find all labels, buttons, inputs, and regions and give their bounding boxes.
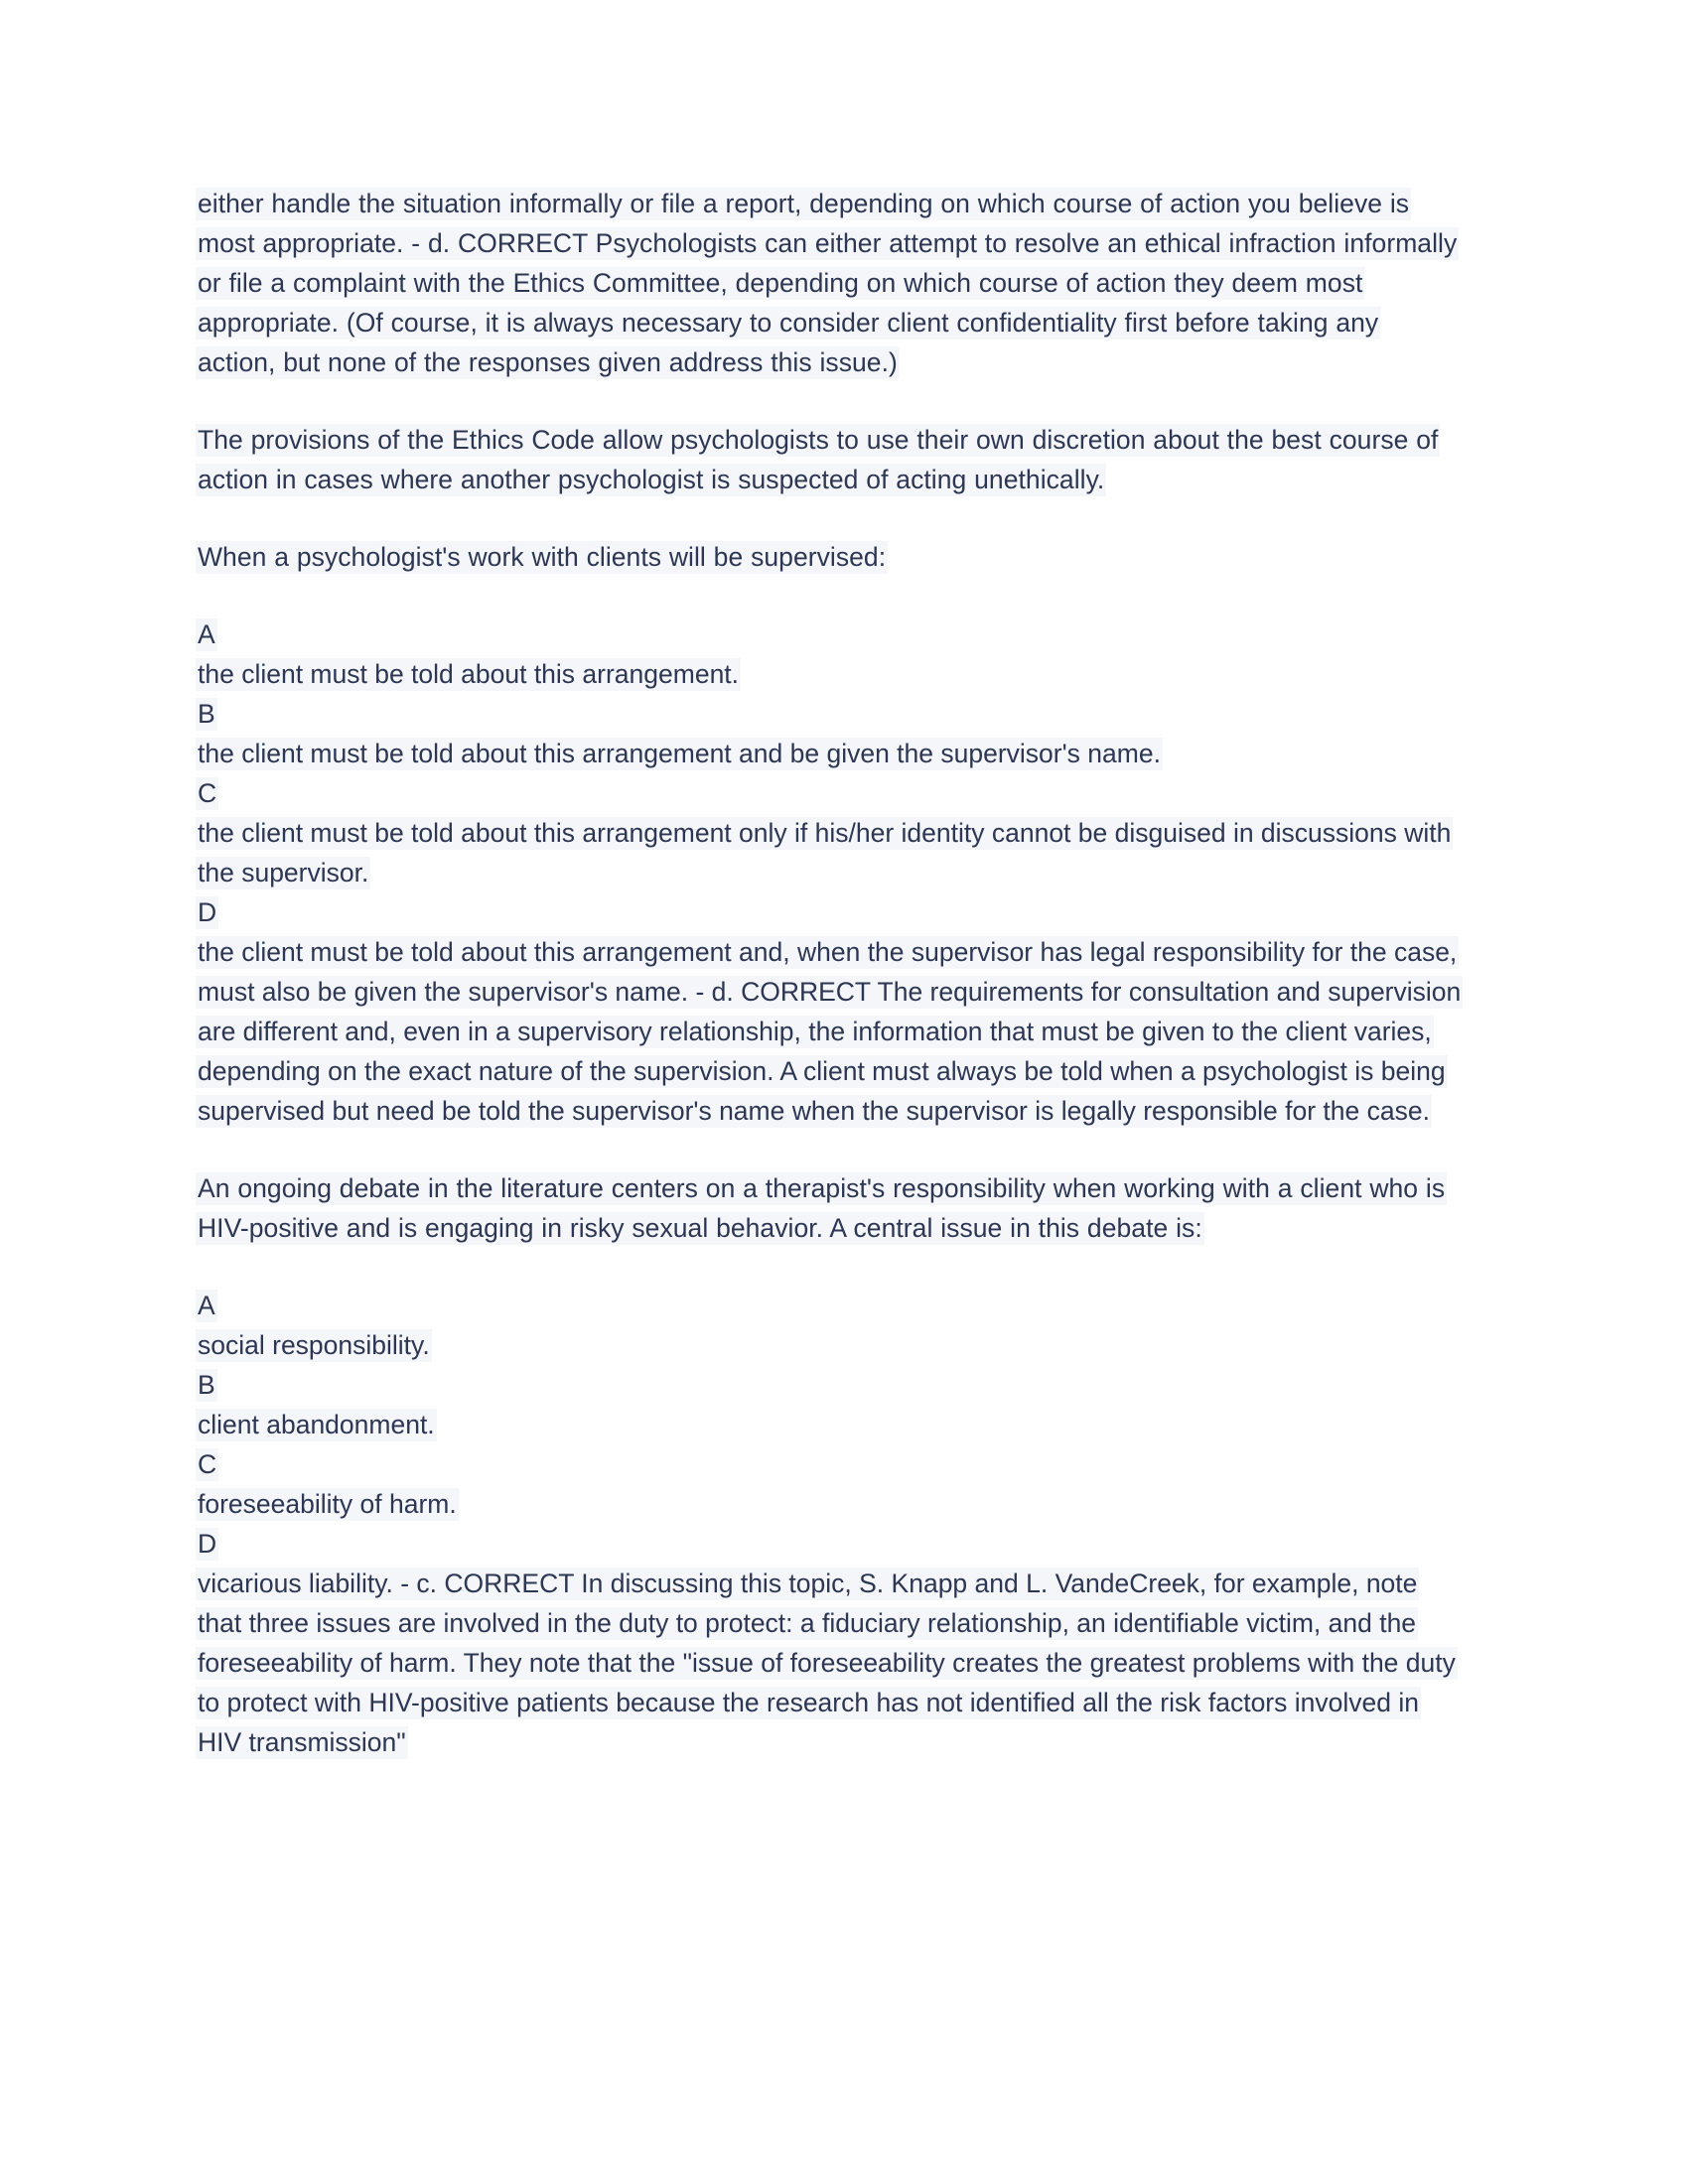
highlighted-text: the client must be told about this arrangement and be given the supervisor's name. [198, 739, 1161, 768]
question-2-stem [196, 1168, 1462, 1248]
question-1-option-b[interactable] [196, 694, 1462, 773]
highlighted-text: the client must be told about this arrangement. [198, 659, 740, 689]
option-letter-d [196, 892, 1462, 932]
question-2-option-a[interactable] [196, 1286, 1462, 1365]
question-1-option-c[interactable] [196, 773, 1462, 892]
highlighted-text: the client must be told about this arrangement only if his/her identity cannot be disguised in discussions with the supervisor. [198, 818, 1452, 887]
option-text-b [196, 734, 1462, 773]
question-2-options [196, 1286, 1462, 1762]
highlighted-text: C [198, 1449, 217, 1479]
option-text-c [196, 1484, 1462, 1524]
question-1-option-a[interactable] [196, 614, 1462, 694]
option-letter-c [196, 773, 1462, 813]
option-text-c [196, 813, 1462, 892]
option-letter-d [196, 1524, 1462, 1564]
question-2-option-d[interactable] [196, 1524, 1462, 1762]
highlighted-text: The provisions of the Ethics Code allow psychologists to use their own discretion about the best course of action in cases where another psychologist is suspected of acting unethically. [198, 425, 1439, 494]
question-1-option-d[interactable] [196, 892, 1462, 1131]
highlighted-text: D [198, 1529, 217, 1559]
option-letter-b [196, 1365, 1462, 1405]
option-text-b [196, 1405, 1462, 1444]
highlighted-text: B [198, 1370, 215, 1400]
document-body [196, 184, 1462, 1762]
highlighted-text: the client must be told about this arrangement and, when the supervisor has legal responsibility for the case, must also be given the supervisor's name. - d. CORRECT The requirements for consultation and supervision are different and, even in a supervisory relationship, the information that must be given to the client varies, depending on the exact nature of the supervision. A client must always be told when a psychologist is being supervised but need be told the supervisor's name when the supervisor is legally responsible for the case. [198, 937, 1462, 1126]
highlighted-text: either handle the situation informally or file a report, depending on which course of action you believe is most appropriate. - d. CORRECT Psychologists can either attempt to resolve an ethical infraction informally or file a complaint with the Ethics Committee, depending on which course of action they deem most appropriate. (Of course, it is always necessary to consider client confidentiality first before taking any action, but none of the responses given address this issue.) [198, 189, 1458, 377]
question-2-option-b[interactable] [196, 1365, 1462, 1444]
question-2-option-c[interactable] [196, 1444, 1462, 1524]
highlighted-text: C [198, 778, 217, 808]
highlighted-text: foreseeability of harm. [198, 1489, 457, 1519]
highlighted-text: client abandonment. [198, 1410, 435, 1439]
highlighted-text: social responsibility. [198, 1330, 430, 1360]
option-text-d [196, 932, 1462, 1131]
option-letter-c [196, 1444, 1462, 1484]
highlighted-text: A [198, 619, 215, 649]
paragraph-ethics-code-note [196, 420, 1462, 499]
question-1-options [196, 614, 1462, 1131]
highlighted-text: When a psychologist's work with clients will be supervised: [198, 542, 887, 572]
highlighted-text: vicarious liability. - c. CORRECT In discussing this topic, S. Knapp and L. VandeCreek, for example, note that three issues are involved in the duty to protect: a fiduciary relationship, an identifiable victim, and the foreseeability of harm. They note that the "issue of foreseeability creates the greatest problems with the duty to protect with HIV-positive patients because the research has not identified all the risk factors involved in HIV transmission" [198, 1569, 1456, 1757]
option-text-a [196, 1325, 1462, 1365]
highlighted-text: A [198, 1291, 215, 1320]
highlighted-text: An ongoing debate in the literature centers on a therapist's responsibility when working with a client who is HIV-positive and is engaging in risky sexual behavior. A central issue in this debate is: [198, 1173, 1446, 1243]
option-letter-a [196, 614, 1462, 654]
option-text-d [196, 1564, 1462, 1762]
option-text-a [196, 654, 1462, 694]
option-letter-b [196, 694, 1462, 734]
question-1-stem [196, 537, 1462, 577]
highlighted-text: D [198, 897, 217, 927]
paragraph-answer-explanation-1 [196, 184, 1462, 382]
highlighted-text: B [198, 699, 215, 729]
option-letter-a [196, 1286, 1462, 1325]
